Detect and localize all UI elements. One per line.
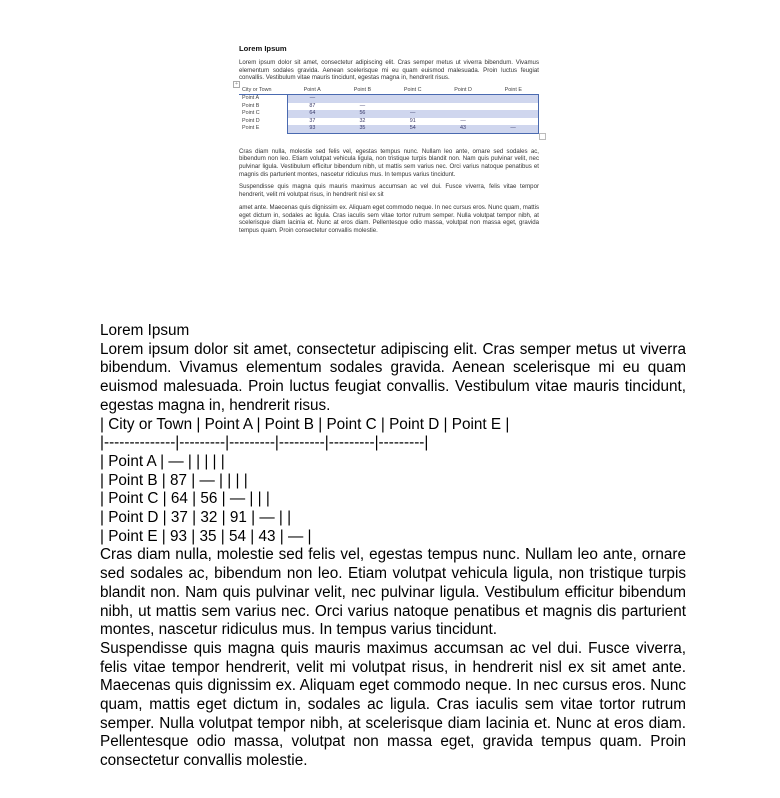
table-cell <box>438 103 488 111</box>
table-cell <box>438 95 488 103</box>
table-row-label: Point E <box>239 125 287 133</box>
table-cell <box>488 118 538 126</box>
table-cell: 93 <box>287 125 337 133</box>
table-header-cell: Point E <box>488 86 538 95</box>
markdown-table-row: | Point E | 93 | 35 | 54 | 43 | — | <box>100 527 312 545</box>
table-cell: — <box>488 125 538 133</box>
table-row <box>239 118 539 126</box>
table-cell <box>388 95 438 103</box>
table-row-label: Point C <box>239 110 287 118</box>
markdown-table-row: | Point A | — | | | | | <box>100 452 225 470</box>
document-page-thumbnail <box>235 44 539 235</box>
markdown-table-row: | Point D | 37 | 32 | 91 | — | | <box>100 509 292 527</box>
table-cell: 43 <box>438 125 488 133</box>
distance-table <box>239 86 539 134</box>
thumbnail-paragraph-3a: Suspendisse quis magna quis mauris maximus accumsan ac vel dui. Fusce viverra, felis vitae tempor hendrerit, velit mi volutpat risus, in hendrerit nisl ex sit <box>239 183 539 199</box>
markdown-table-row: | Point B | 87 | — | | | | <box>100 471 248 489</box>
table-cell: 37 <box>309 117 316 124</box>
table-cell <box>488 110 538 118</box>
table-row-label: Point D <box>239 118 287 126</box>
table-cell <box>388 103 438 111</box>
table-header-cell: City or Town <box>239 86 287 95</box>
table-cell: — <box>460 117 466 124</box>
table-cell <box>438 110 488 118</box>
extracted-paragraph-2: Cras diam nulla, molestie sed felis vel, egestas tempus nunc. Nullam leo ante, ornare sed sodales ac, bibendum non leo. Etiam volutpat vehicula ligula, non tristique turpis blandit non. Nam quis pulvinar velit, nec pulvinar ligula. Vestibulum efficitur bibendum nibh, ut mattis sem varius nec. Orci varius natoque penatibus et magnis dis parturient montes, nascetur ridiculus mus. In tempus varius tincidunt. <box>100 546 686 639</box>
markdown-table-separator: |--------------|---------|---------|---------|---------|---------| <box>100 434 429 452</box>
table-header-row <box>239 86 539 95</box>
table-cell <box>488 95 538 103</box>
table-cell: 91 <box>409 117 416 124</box>
extracted-title: Lorem Ipsum <box>100 322 190 339</box>
table-cell: 56 <box>337 110 387 118</box>
markdown-table <box>100 416 686 547</box>
extracted-paragraph-3: Suspendisse quis magna quis mauris maximus accumsan ac vel dui. Fusce viverra, felis vitae tempor hendrerit, velit mi volutpat risus, in hendrerit nisl ex sit amet ante. Maecenas quis dignissim ex. Aliquam eget commodo neque. In nec cursus eros. Nunc quam, mattis eget dictum in, sodales ac ligula. Cras iaculis sem vitae tortor rutrum semper. Nulla volutpat tempor nibh, at scelerisque diam lacinia et. Nunc at eros diam. Pellentesque odio massa, volutpat non massa eget, gravida tempus quam. Proin consectetur convallis molestie. <box>100 639 686 770</box>
table-header-cell: Point A <box>287 86 337 95</box>
table-row <box>239 95 539 103</box>
table-cell: 87 <box>309 102 316 109</box>
table-cell: — <box>388 110 438 118</box>
extracted-intro-paragraph: Lorem ipsum dolor sit amet, consectetur adipiscing elit. Cras semper metus ut viverra bibendum. Vivamus elementum sodales gravida. Aenean scelerisque mi eu quam euismod malesuada. Proin luctus feugiat convallis. Vestibulum vitae mauris tincidunt, egestas magna in, hendrerit risus. <box>100 340 686 414</box>
markdown-table-header: | City or Town | Point A | Point B | Point C | Point D | Point E | <box>100 415 510 433</box>
table-row <box>239 103 539 111</box>
thumbnail-table-container <box>235 81 539 134</box>
table-cell: 64 <box>287 110 337 118</box>
table-header-cell: Point D <box>438 86 488 95</box>
table-cell: 32 <box>359 117 366 124</box>
thumbnail-paragraph-2: Cras diam nulla, molestie sed felis vel, egestas tempus nunc. Nullam leo ante, ornare sed sodales ac, bibendum non leo. Etiam volutpat vehicula ligula, non tristique turpis blandit non. Nam quis pulvinar velit, nec pulvinar ligula. Vestibulum efficitur bibendum nibh, ut mattis sem varius nec. Orci varius natoque penatibus et magnis dis parturient montes, nascetur ridiculus mus. In tempus varius tincidunt. <box>239 147 539 178</box>
table-row <box>239 110 539 118</box>
table-cell: — <box>287 95 337 103</box>
extracted-text-block <box>100 322 686 771</box>
table-cell: 54 <box>388 125 438 133</box>
table-row-label: Point B <box>239 103 287 111</box>
table-row <box>239 125 539 133</box>
table-header-cell: Point C <box>388 86 438 95</box>
table-resize-handle-icon[interactable] <box>539 133 546 140</box>
table-move-handle-icon[interactable]: + <box>233 81 240 88</box>
thumbnail-intro-paragraph: Lorem ipsum dolor sit amet, consectetur adipiscing elit. Cras semper metus ut viverra bibendum. Vivamus elementum sodales gravida. Aenean scelerisque mi eu quam euismod malesuada. Proin luctus feugiat convallis. Vestibulum vitae mauris tincidunt, egestas magna in, hendrerit risus. <box>239 59 539 82</box>
thumbnail-title: Lorem Ipsum <box>239 44 287 53</box>
table-cell: 35 <box>337 125 387 133</box>
thumbnail-paragraph-3b: amet ante. Maecenas quis dignissim ex. Aliquam eget commodo neque. In nec cursus eros. Nunc quam, mattis eget dictum in, sodales ac ligula. Cras iaculis sem vitae tortor rutrum semper. Nulla volutpat tempor nibh, at scelerisque diam lacinia et. Nunc at eros diam. Pellentesque odio massa, volutpat non massa eget, gravida tempus quam. Proin consectetur convallis molestie. <box>239 203 539 234</box>
table-row-label: Point A <box>239 95 287 103</box>
table-cell <box>488 103 538 111</box>
table-header-cell: Point B <box>337 86 387 95</box>
markdown-table-row: | Point C | 64 | 56 | — | | | <box>100 490 270 508</box>
table-cell: — <box>359 102 366 109</box>
table-cell <box>337 95 387 103</box>
